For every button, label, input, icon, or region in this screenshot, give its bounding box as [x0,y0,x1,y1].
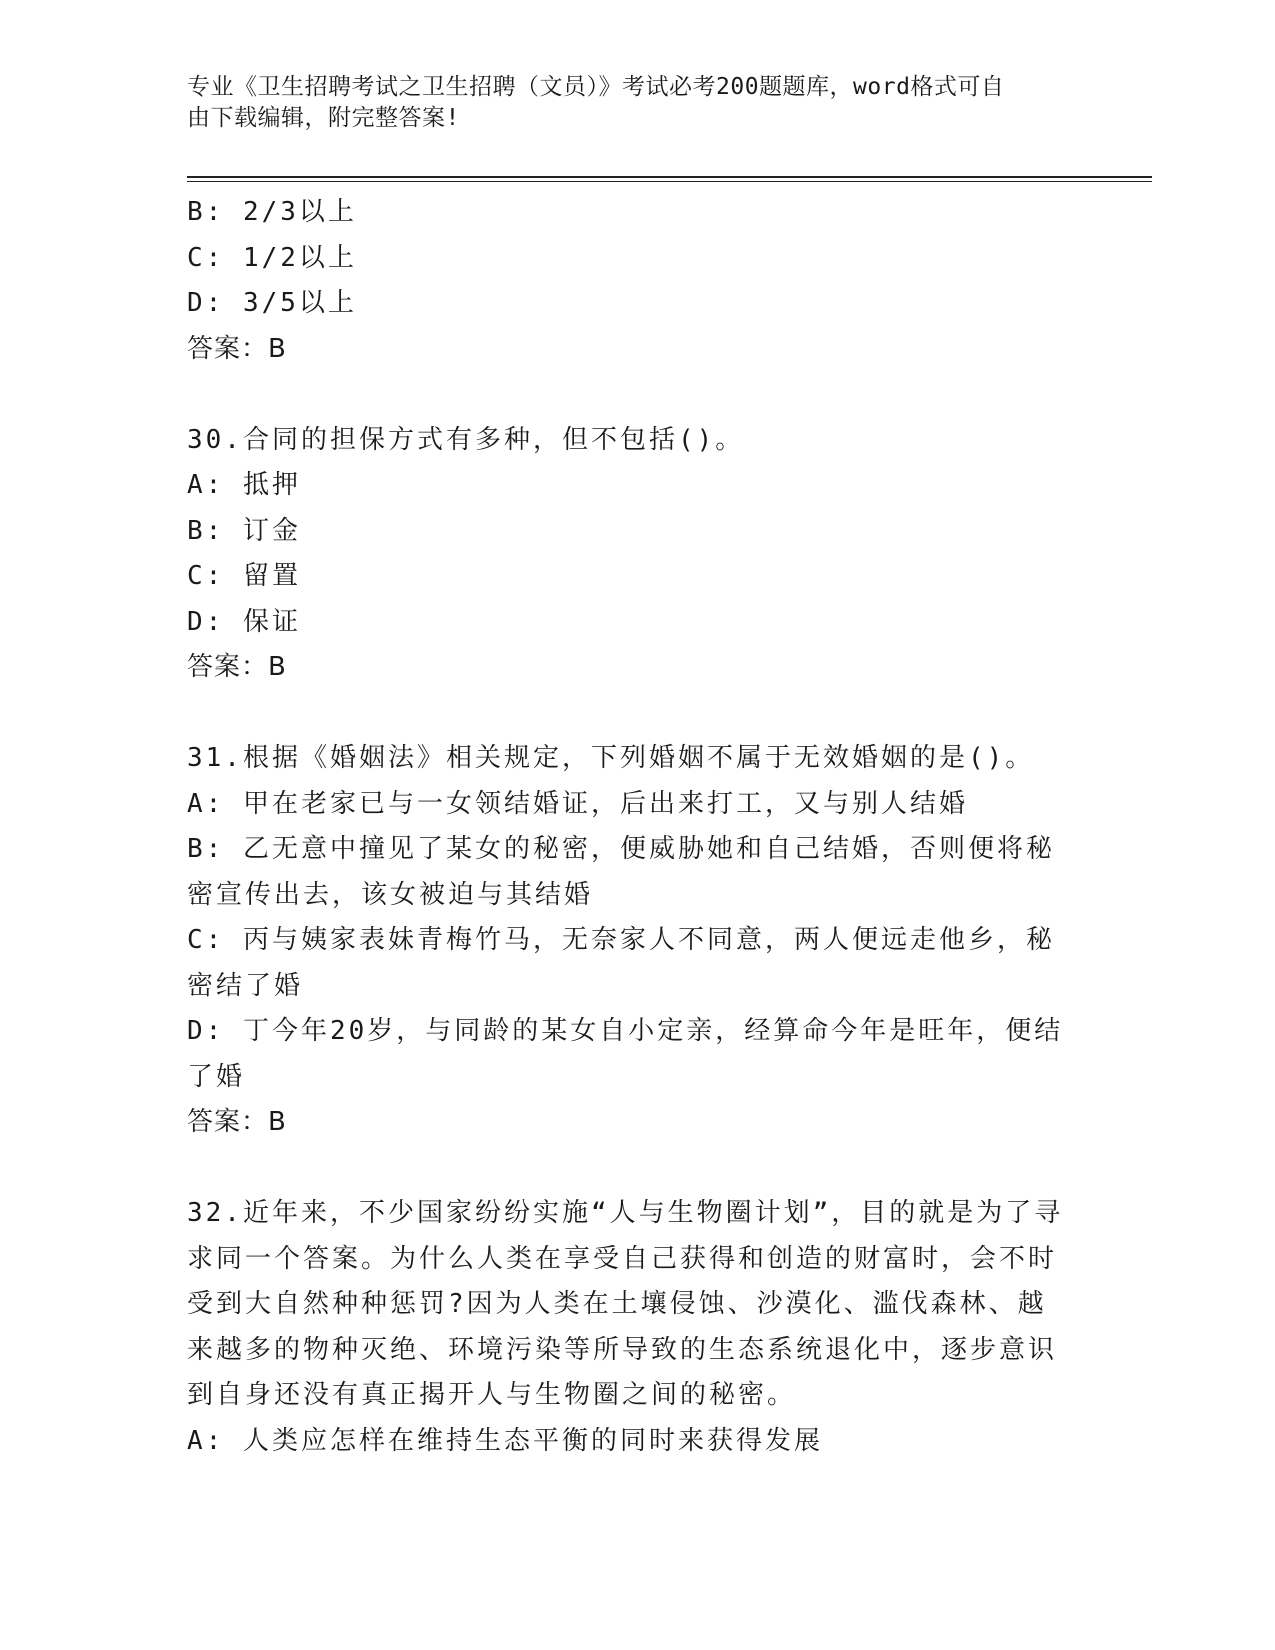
option-b: B: 订金 [187,515,301,546]
option-c: C: 1/2以上 [187,242,357,273]
header-line-2: 由下载编辑，附完整答案! [187,105,460,131]
option-a: A: 人类应怎样在维持生态平衡的同时来获得发展 [187,1425,823,1456]
option-a: A: 甲在老家已与一女领结婚证，后出来打工，又与别人结婚 [187,788,968,819]
option-c: C: 留置 [187,561,301,591]
question-stem: 30.合同的担保方式有多种，但不包括()。 [187,424,745,455]
answer: 答案：B [187,1107,287,1137]
question-30 [187,418,1072,691]
prev-question [187,190,1072,372]
option-d: D: 3/5以上 [187,288,357,318]
option-d: D: 丁今年20岁，与同龄的某女自小定亲，经算命今年是旺年，便结了婚 [187,1016,1064,1092]
option-b: B: 2/3以上 [187,197,357,227]
answer: 答案：B [187,652,287,682]
header-rule-thick [187,176,1152,178]
question-31 [187,736,1072,1146]
option-c: C: 丙与姨家表妹青梅竹马，无奈家人不同意，两人便远走他乡，秘密结了婚 [187,925,1055,1001]
question-content [187,190,1072,1464]
option-b: B: 乙无意中撞见了某女的秘密，便威胁她和自己结婚，否则便将秘密宣传出去，该女被迫与其结婚 [187,834,1055,910]
question-32 [187,1191,1072,1464]
option-d: D: 保证 [187,606,301,637]
document-header [187,72,1067,134]
header-line-1: 专业《卫生招聘考试之卫生招聘（文员）》考试必考200题题库，word格式可自 [187,74,1005,100]
question-stem: 32.近年来，不少国家纷纷实施“人与生物圈计划”，目的就是为了寻求同一个答案。为什么人类在享受自己获得和创造的财富时，会不时受到大自然种种惩罚?因为人类在土壤侵蚀、沙漠化、滥伐森林、越来越多的物种灭绝、环境污染等所导致的生态系统退化中，逐步意识到自身还没有真正揭开人与生物圈之间的秘密。 [187,1198,1064,1410]
question-stem: 31.根据《婚姻法》相关规定，下列婚姻不属于无效婚姻的是()。 [187,743,1035,773]
option-a: A: 抵押 [187,470,301,500]
header-rule-thin [187,181,1152,182]
answer: 答案：B [187,333,287,364]
